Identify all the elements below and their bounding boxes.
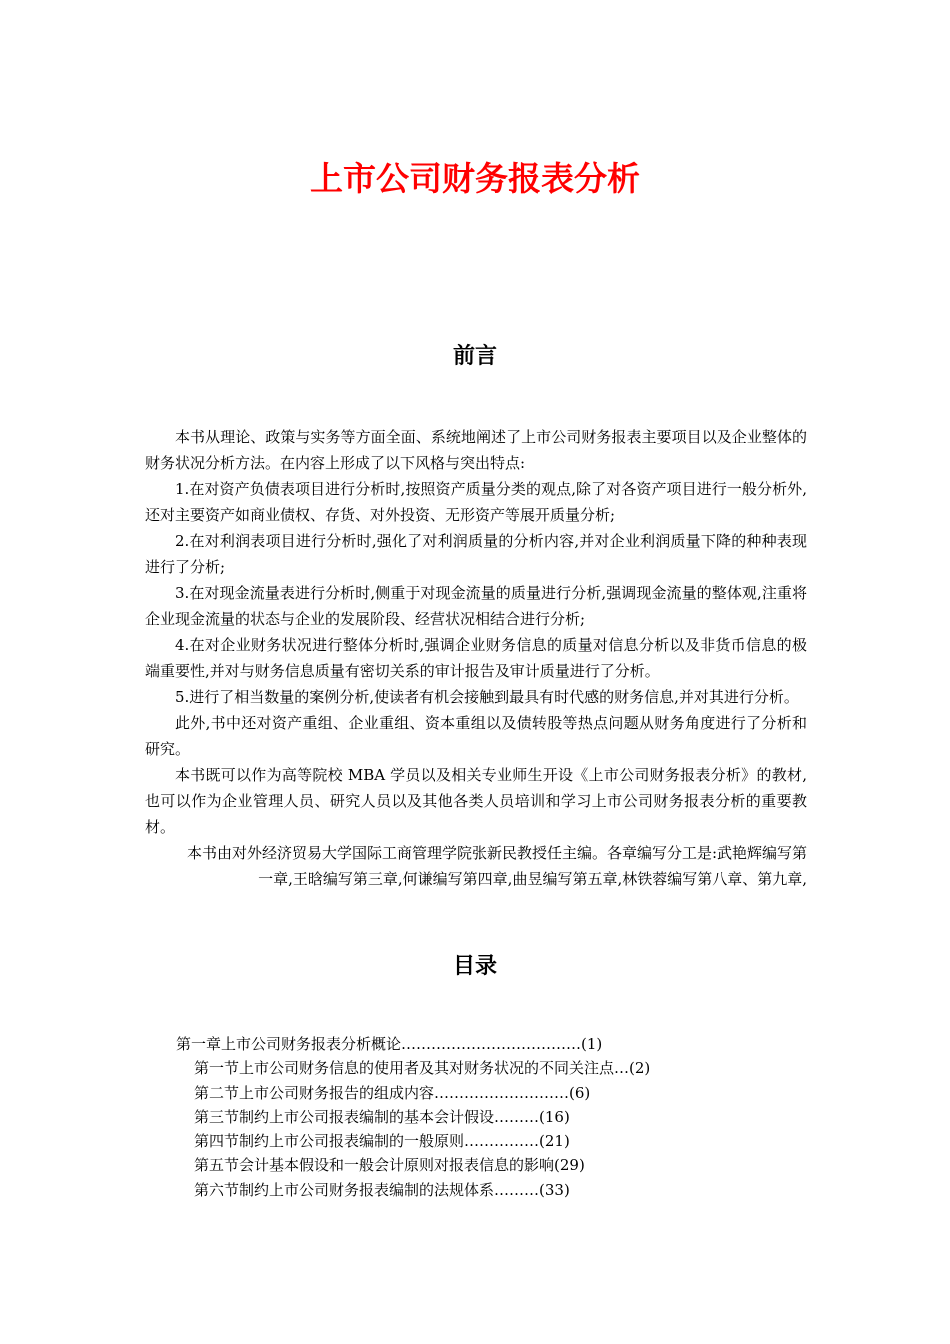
preface-paragraph: 4.在对企业财务状况进行整体分析时,强调企业财务信息的质量对信息分析以及非货币信息的极端重要性,并对与财务信息质量有密切关系的审计报告及审计质量进行了分析。	[145, 636, 807, 680]
toc-item-section-4[interactable]	[176, 1129, 736, 1153]
toc-item-text: 第四节制约上市公司报表编制的一般原则	[194, 1132, 465, 1151]
toc-leader-dots: …	[614, 1059, 630, 1078]
toc-item-text: 第六节制约上市公司财务报表编制的法规体系	[194, 1180, 495, 1199]
toc-item-page: (1)	[581, 1035, 603, 1053]
toc-leader-dots: ……………	[464, 1132, 540, 1151]
table-of-contents	[176, 1032, 736, 1202]
toc-item-text: 第一节上市公司财务信息的使用者及其对财务状况的不同关注点	[194, 1059, 615, 1078]
preface-paragraph: 本书从理论、政策与实务等方面全面、系统地阐述了上市公司财务报表主要项目以及企业整体的财务状况分析方法。在内容上形成了以下风格与突出特点:	[145, 428, 807, 472]
toc-item-page: (29)	[554, 1156, 585, 1175]
toc-heading: 目录	[452, 954, 497, 979]
document-title: 上市公司财务报表分析	[310, 159, 640, 198]
toc-item-page: (2)	[629, 1059, 651, 1078]
preface-paragraph: 3.在对现金流量表进行分析时,侧重于对现金流量的质量进行分析,强调现金流量的整体观,注重将企业现金流量的状态与企业的发展阶段、经营状况相结合进行分析;	[145, 584, 807, 628]
toc-leader-dots: ………	[494, 1107, 540, 1126]
toc-item-section-5[interactable]	[176, 1153, 736, 1177]
toc-item-text: 第二节上市公司财务报告的组成内容	[194, 1083, 435, 1102]
preface-body	[145, 424, 807, 892]
toc-item-section-2[interactable]	[176, 1081, 736, 1105]
toc-item-page: (6)	[569, 1083, 591, 1102]
toc-item-section-1[interactable]	[176, 1056, 736, 1080]
toc-item-page: (16)	[539, 1107, 570, 1126]
preface-paragraph: 5.进行了相当数量的案例分析,使读者有机会接触到最具有时代感的财务信息,并对其进行分析。	[175, 688, 799, 706]
toc-item-section-6[interactable]	[176, 1178, 736, 1202]
toc-leader-dots: ………	[494, 1180, 540, 1199]
preface-paragraph: 2.在对利润表项目进行分析时,强化了对利润质量的分析内容,并对企业利润质量下降的种种表现进行了分析;	[145, 532, 807, 576]
toc-leader-dots: ………………………	[434, 1083, 570, 1102]
preface-heading: 前言	[452, 344, 497, 369]
toc-item-section-3[interactable]	[176, 1105, 736, 1129]
toc-item-page: (33)	[539, 1180, 570, 1199]
toc-leader-dots: ………………………………	[401, 1035, 582, 1053]
toc-item-page: (21)	[539, 1132, 570, 1151]
toc-item-text: 第三节制约上市公司报表编制的基本会计假设	[194, 1107, 495, 1126]
toc-item-chapter-1[interactable]	[176, 1032, 736, 1056]
toc-item-text: 第一章上市公司财务报表分析概论	[176, 1035, 402, 1053]
preface-paragraph: 本书既可以作为高等院校 MBA 学员以及相关专业师生开设《上市公司财务报表分析》的教材,也可以作为企业管理人员、研究人员以及其他各类人员培训和学习上市公司财务报表分析的重要教材。	[145, 766, 807, 836]
preface-paragraph-editors: 本书由对外经济贸易大学国际工商管理学院张新民教授任主编。各章编写分工是:武艳辉编写第一章,王晗编写第三章,何谦编写第四章,曲昱编写第五章,林铁蓉编写第八章、第九章,	[186, 844, 807, 888]
preface-paragraph: 此外,书中还对资产重组、企业重组、资本重组以及债转股等热点问题从财务角度进行了分析和研究。	[145, 714, 807, 758]
preface-paragraph: 1.在对资产负债表项目进行分析时,按照资产质量分类的观点,除了对各资产项目进行一般分析外,还对主要资产如商业债权、存货、对外投资、无形资产等展开质量分析;	[145, 480, 807, 524]
toc-item-text: 第五节会计基本假设和一般会计原则对报表信息的影响	[194, 1156, 555, 1175]
